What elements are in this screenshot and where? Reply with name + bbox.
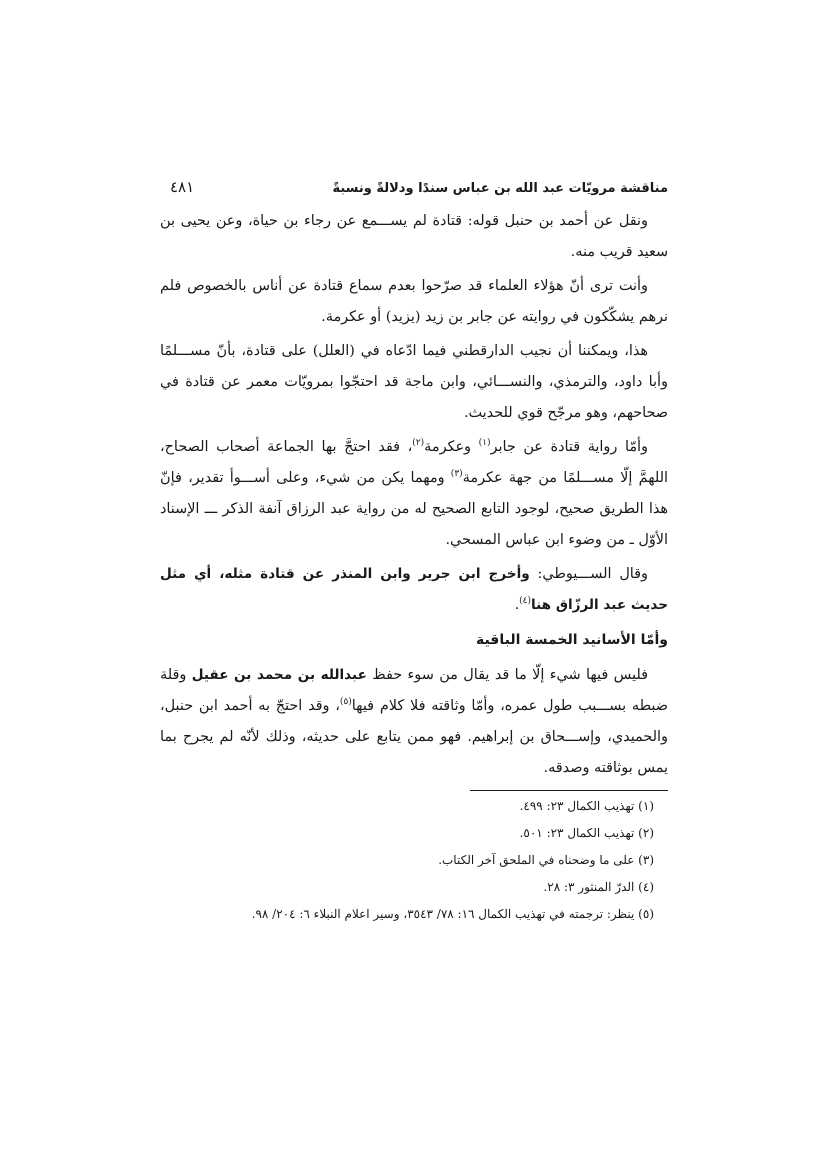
text-run: ، فقد احتجَّ بها الجماعة أصحاب الصحاح، اللهمَّ إلّا مســـلمًا من جهة عكرمة bbox=[160, 439, 668, 486]
text-run: وقلة ضبطه بســـبب طول عمره، وأمّا وثاقته فلا كلام فيها bbox=[160, 667, 668, 714]
book-page bbox=[160, 176, 668, 928]
text-run: ، وقد احتجّ به أحمد ابن حنبل، والحميدي، وإســـحاق بن إبراهيم. فهو ممن يتابع على حديثه، وذلك لأنّه لم يجرح بما يمس بوثاقته وصدقه. bbox=[160, 698, 668, 776]
text-run: . bbox=[514, 597, 520, 613]
text-run: وأمّا رواية قتادة عن جابر bbox=[490, 439, 648, 455]
paragraph bbox=[160, 660, 668, 784]
footnote-item: (٥) ينظر: ترجمته في تهذيب الكمال ١٦: ٧٨/ ٣٥٤٣، وسير اعلام النبلاء ٦: ٢٠٤/ ٩٨. bbox=[251, 907, 654, 921]
footnote-item: (٣) على ما وضحناه في الملحق آخر الكتاب. bbox=[438, 853, 654, 867]
footnotes-list bbox=[160, 793, 668, 928]
footnote-item: (٤) الدرّ المنثور ٣: ٢٨. bbox=[543, 880, 654, 894]
paragraph: هذا، ويمكننا أن نجيب الدارقطني فيما ادّعاه في (العلل) على قتادة، بأنّ مســـلمًا وأبا داود، والترمذي، والنســـائي، وابن ماجة قد احتجّوا بمرويّات معمر عن قتادة في صحاحهم، وهو مرجّح قوي للحديث. bbox=[160, 343, 668, 421]
paragraph bbox=[160, 432, 668, 556]
page-number: ٤٨١ bbox=[170, 178, 195, 196]
running-header bbox=[160, 176, 668, 200]
section-heading: وأمّا الأسانيد الخمسة الباقية bbox=[475, 632, 668, 648]
text-run: وقال الســـيوطي: bbox=[529, 566, 648, 582]
footnote-item: (٢) تهذيب الكمال ٢٣: ٥٠١. bbox=[519, 826, 654, 840]
footnote-ref[interactable]: (١) bbox=[478, 438, 491, 449]
paragraph bbox=[160, 559, 668, 621]
footnote-ref[interactable]: (٢) bbox=[412, 438, 425, 449]
running-title: مناقشة مرويّات عبد الله بن عباس سندًا ودلالةً ونسبةً bbox=[332, 181, 668, 196]
text-run: فليس فيها شيء إلّا ما قد يقال من سوء حفظ bbox=[366, 667, 649, 683]
footnote-ref[interactable]: (٣) bbox=[450, 469, 463, 480]
main-text bbox=[160, 206, 668, 784]
footnote-ref[interactable]: (٥) bbox=[339, 697, 352, 708]
paragraph: ونقل عن أحمد بن حنبل قوله: قتادة لم يســـمع عن رجاء بن حياة، وعن يحيى بن سعيد قريب منه. bbox=[160, 213, 668, 260]
footnote-ref[interactable]: (٤) bbox=[519, 596, 532, 607]
narrator-name: عبدالله بن محمد بن عقيل bbox=[191, 667, 367, 683]
paragraph: وأنت ترى أنّ هؤلاء العلماء قد صرّحوا بعدم سماع قتادة عن أناس بالخصوص فلم نرهم يشكّكون في روايته عن جابر بن زيد (يزيد) أو عكرمة. bbox=[160, 278, 668, 325]
text-run: ومهما يكن من شيء، وعلى أســـوأ تقدير، فإنّ هذا الطريق صحيح، لوجود التابع الصحيح له من رواية عبد الرزاق آنفة الذكر ـــ الإسناد الأوّل ـ من وضوء ابن عباس المسحي. bbox=[160, 470, 668, 548]
footnote-item: (١) تهذيب الكمال ٢٣: ٤٩٩. bbox=[519, 799, 654, 813]
quoted-text: وأخرج ابن جرير وابن المنذر عن قتادة مثله، أي مثل حديث عبد الرزّاق هنا bbox=[160, 566, 668, 613]
footnote-divider bbox=[470, 790, 668, 791]
text-run: وعكرمة bbox=[424, 439, 479, 455]
